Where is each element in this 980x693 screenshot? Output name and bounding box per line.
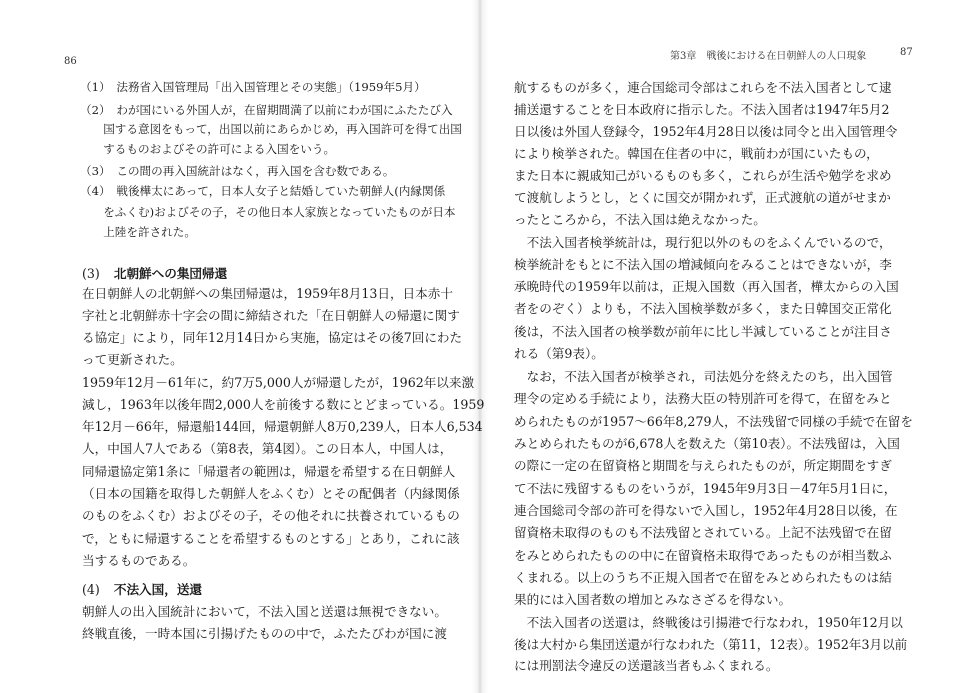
right-text-line: 検挙統計をもとに不法入国の増減傾向をみることはできないが，李 [514, 257, 892, 272]
left-text-line: る協定」により，同年12月14日から実施，協定はその後7回にわた [82, 330, 463, 345]
section-title: 北朝鮮への集団帰還 [113, 266, 228, 281]
left-text-line: 朝鮮人の出入国統計において，不法入国と送還は無視できない。 [82, 604, 447, 619]
right-text-line: には刑罰法令違反の送還該当者もふくまれる。 [514, 658, 779, 673]
left-text-line: 年12月－66年，帰還船144回，帰還朝鮮人8万0,239人，日本人6,534 [82, 419, 483, 434]
right-text-line: 不法入国者検挙統計は，現行犯以外のものをふくんでいるので， [514, 235, 892, 250]
left-footnote-line: 上陸を許された。 [80, 225, 196, 239]
right-text-line: の際に一定の在留資格と期間を与えられたものが，所定期間をすぎ [514, 458, 892, 473]
right-text-line: みとめられたものが6,678人を数えた（第10表）。不法残留は，入国 [514, 436, 900, 451]
right-text-line: 者をのぞく）よりも，不法入国検挙数が多く，また日韓国交正常化 [514, 301, 892, 316]
left-footnote-line: （4） 戦後樺太にあって，日本人女子と結婚していた朝鮮人(内縁関係 [80, 184, 446, 198]
left-text-line: 減し，1963年以後年間2,000人を前後する数にとどまっている。1959 [82, 397, 485, 412]
right-text-line: 理令の定める手続により，法務大臣の特別許可を得て，在留をみと [514, 391, 892, 406]
right-page [484, 0, 980, 693]
right-text-line: 日以後は外国人登録令，1952年4月28日以後は同令と出入国管理令 [514, 124, 898, 139]
left-text-line: （日本の国籍を取得した朝鮮人をふくむ）とその配偶者（内縁関係 [82, 486, 460, 501]
left-text-line: 当するものである。 [82, 553, 196, 568]
right-text-line: て渡航しようとし，とくに国交が開かれず，正式渡航の道がせまか [514, 190, 891, 205]
left-footnote-line: 国する意図をもって，出国以前にあらかじめ，再入国許可を得て出国 [80, 122, 462, 136]
right-page-number: 87 [900, 47, 913, 58]
section-number: (4) [82, 582, 100, 597]
right-text-line: くまれる。以上のうち不正規入国者で在留をみとめられたものは結 [514, 570, 892, 585]
right-text-line: また日本に親戚知己がいるものも多く，これらが生活や勉学を求め [514, 168, 892, 183]
right-text-line: 留資格未取得のものも不法残留とされている。上記不法残留で在留 [514, 525, 892, 540]
left-text-line: 人，中国人7人である（第8表，第4図）。この日本人，中国人は， [82, 441, 453, 456]
left-page-number: 86 [64, 56, 77, 67]
section-title: 不法入国，送還 [113, 582, 202, 597]
left-section-heading [82, 268, 227, 281]
right-text-line: 連合国総司令部の許可を得ないで入国し，1952年4月28日以後，在 [514, 503, 898, 518]
right-text-line: 果的には入国者数の増加とみなさざるを得ない。 [514, 592, 792, 607]
left-footnote-line: （3） この間の再入国統計はなく，再入国を含む数である。 [80, 164, 395, 178]
right-text-line: て不法に残留するものをいうが，1945年9月3日－47年5月1日に， [514, 481, 897, 496]
left-text-line: 終戦直後，一時本国に引揚げたものの中で，ふたたびわが国に渡 [82, 626, 447, 641]
right-text-line: 承晩時代の1959年以前は，正規入国数（再入国者，樺太からの入国 [514, 279, 899, 294]
right-text-line: ったところから，不法入国は絶えなかった。 [514, 212, 766, 227]
left-footnote-line: するものおよびその許可による入国をいう。 [80, 142, 336, 156]
left-footnote-line: （1） 法務省入国管理局「出入国管理とその実態」（1959年5月） [80, 80, 426, 94]
left-text-line: 在日朝鮮人の北朝鮮への集団帰還は，1959年8月13日，日本赤十 [82, 286, 453, 301]
left-page [0, 0, 485, 693]
left-text-line: 字社と北朝鮮赤十字会の間に締結された「在日朝鮮人の帰還に関す [82, 308, 460, 323]
left-text-line: 1959年12月－61年に，約7万5,000人が帰還したが，1962年以来激 [82, 375, 475, 390]
left-section-heading [82, 584, 202, 597]
right-text-line: 捕送還することを日本政府に指示した。不法入国者は1947年5月2 [514, 102, 890, 117]
running-head: 第3章 戦後における在日朝鮮人の人口現象 [670, 51, 867, 62]
left-footnote-line: （2） わが国にいる外国人が，在留期間満了以前にわが国にふたたび入 [80, 103, 453, 117]
left-text-line: 同帰還協定第1条に「帰還者の範囲は，帰還を希望する在日朝鮮人 [82, 464, 456, 479]
right-text-line: 後は，不法入国者の検挙数が前年に比し半減していることが注目さ [514, 324, 892, 339]
right-text-line: められたものが1957～66年8,279人，不法残留で同様の手続で在留を [514, 414, 913, 429]
left-text-line: のものをふくむ）およびその子，その他それに扶養されているもの [82, 508, 460, 523]
right-text-line: をみとめられたものの中に在留資格未取得であったものが相当数ふ [514, 548, 892, 563]
right-text-line: により検挙された。韓国在住者の中に，戦前わが国にいたもの， [514, 146, 879, 161]
left-footnote-line: をふくむ)およびその子，その他日本人家族となっていたものが日本 [80, 205, 456, 219]
right-text-line: 不法入国者の送還は，終戦後は引揚港で行なわれ，1950年12月以 [514, 615, 903, 630]
left-text-line: って更新された。 [82, 352, 183, 367]
left-text-line: で，ともに帰還することを希望するものとする」とあり，これに該 [82, 531, 460, 546]
right-text-line: 後は大村から集団送還が行なわれた（第11，12表）。1952年3月以前 [514, 637, 908, 652]
right-text-line: なお，不法入国者が検挙され，司法処分を終えたのち，出入国管 [514, 369, 893, 384]
section-number: (3) [82, 266, 100, 281]
right-text-line: れる（第9表）。 [514, 346, 604, 361]
right-text-line: 航するものが多く，連合国総司令部はこれらを不法入国者として逮 [514, 80, 892, 95]
